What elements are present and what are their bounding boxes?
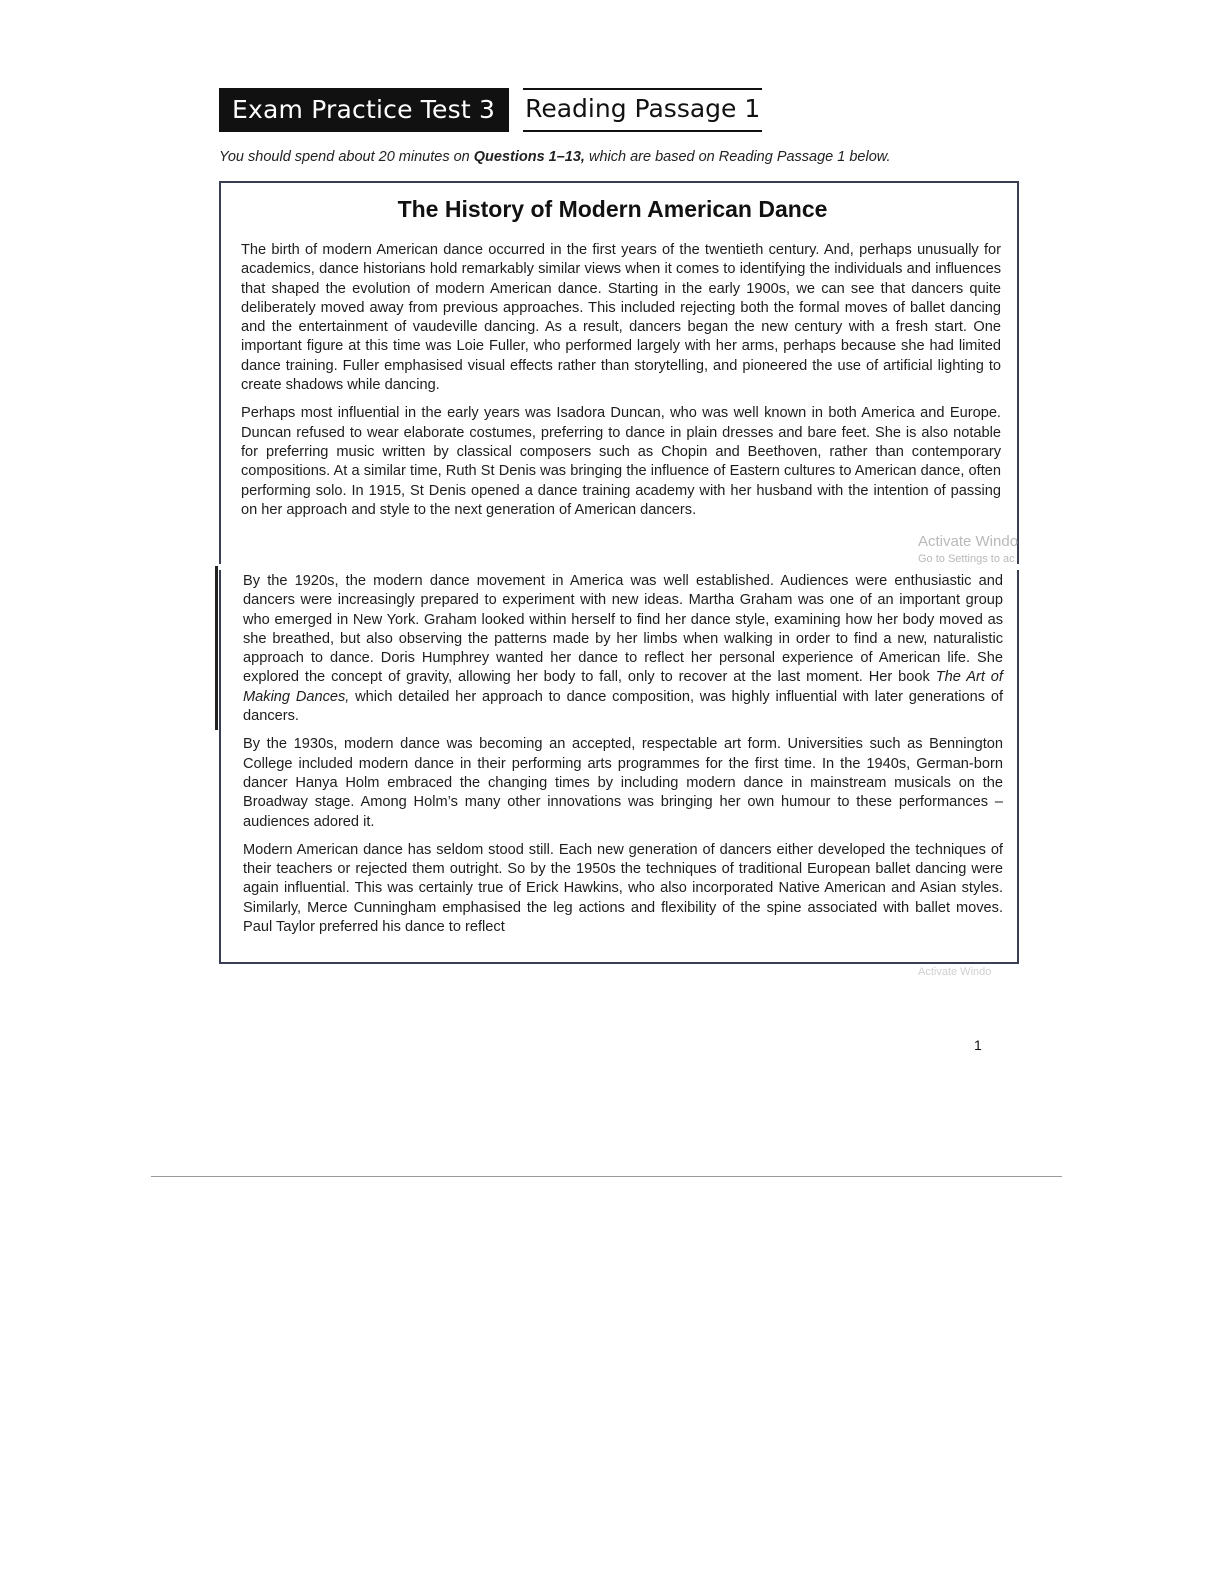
- scan-seam: [215, 564, 1027, 570]
- instruction-text: [219, 149, 890, 165]
- paragraph-3-text: By the 1920s, the modern dance movement in America was well established. Audiences were enthusiastic and dancers were increasingly prepared to experiment with new ideas. Martha Graham was one of an important group who emerged in New York. Graham looked within herself to find her dance style, examining how her body moved as she breathed, but also observing the patterns made by her limbs when walking in order to find a new, naturalistic approach to dance. Doris Humphrey wanted her dance to reflect her personal experience of American life. She explored the concept of gravity, allowing her body to fall, only to recover at the last moment. Her book: [243, 573, 1003, 686]
- paragraph-5: Modern American dance has seldom stood still. Each new generation of dancers either developed the techniques of their teachers or rejected them outright. So by the 1950s the techniques of traditional European ballet dancing were again influential. This was certainly true of Erick Hawkins, who also incorporated Native American and Asian styles. Similarly, Merce Cunningham emphasised the leg actions and flexibility of the spine associated with ballet moves. Paul Taylor preferred his dance to reflect: [243, 841, 1003, 936]
- activate-windows-watermark: Activate Windo: [918, 533, 1019, 550]
- reading-passage-label: Reading Passage 1: [523, 88, 762, 132]
- activate-windows-watermark-faded: Activate Windo: [918, 966, 992, 978]
- paragraph-3: [243, 572, 1003, 726]
- passage-title: The History of Modern American Dance: [397, 196, 828, 222]
- paragraph-3-tail: which detailed her approach to dance composition, was highly influential with later generations of dancers.: [243, 688, 1003, 725]
- paragraph-4: By the 1930s, modern dance was becoming an accepted, respectable art form. Universities such as Bennington College included modern dance in their performing arts programmes for the first time. In the 1940s, German-born dancer Hanya Holm embraced the changing times by including modern dance in mainstream musicals on the Broadway stage. Among Holm’s many other innovations was bringing her own humour to these performances – audiences adored it.: [243, 736, 1003, 830]
- exam-practice-test-label: Exam Practice Test 3: [219, 88, 509, 132]
- passage-body-part-2: [243, 572, 1003, 946]
- passage-body-part-1: [241, 241, 1001, 529]
- activate-windows-settings-hint: Go to Settings to ac: [918, 553, 1015, 565]
- paragraph-1: The birth of modern American dance occurred in the first years of the twentieth century. And, perhaps unusually for academics, dance historians hold remarkably similar views when it comes to identifying the individuals and influences that shaped the evolution of modern American dance. Starting in the early 1900s, we can see that dancers quite deliberately moved away from previous approaches. This included rejecting both the formal moves of ballet dancing and the entertainment of vaudeville dancing. As a result, dancers began the new century with a fresh start. One important figure at this time was Loie Fuller, who performed largely with her arms, perhaps because she had limited dance training. Fuller emphasised visual effects rather than storytelling, and pioneered the use of artificial lighting to create shadows while dancing.: [241, 242, 1001, 394]
- instruction-after: which are based on Reading Passage 1 below.: [584, 149, 891, 165]
- scan-seam-border: [215, 566, 218, 730]
- instruction-before: You should spend about 20 minutes on: [219, 149, 474, 165]
- exam-header: [219, 88, 762, 132]
- instruction-questions: Questions 1–13,: [473, 149, 585, 165]
- book-title: The Art of Making Dances,: [243, 669, 1003, 705]
- page-break-rule: [151, 1176, 1062, 1177]
- page-number: 1: [974, 1037, 982, 1053]
- paragraph-2: Perhaps most influential in the early years was Isadora Duncan, who was well known in both America and Europe. Duncan refused to wear elaborate costumes, preferring to dance in plain dresses and bare feet. She is also notable for preferring music written by classical composers such as Chopin and Beethoven, rather than contemporary compositions. At a similar time, Ruth St Denis was bringing the influence of Eastern cultures to American dance, often performing solo. In 1915, St Denis opened a dance training academy with her husband with the intention of passing on her approach and style to the next generation of American dancers.: [241, 405, 1001, 518]
